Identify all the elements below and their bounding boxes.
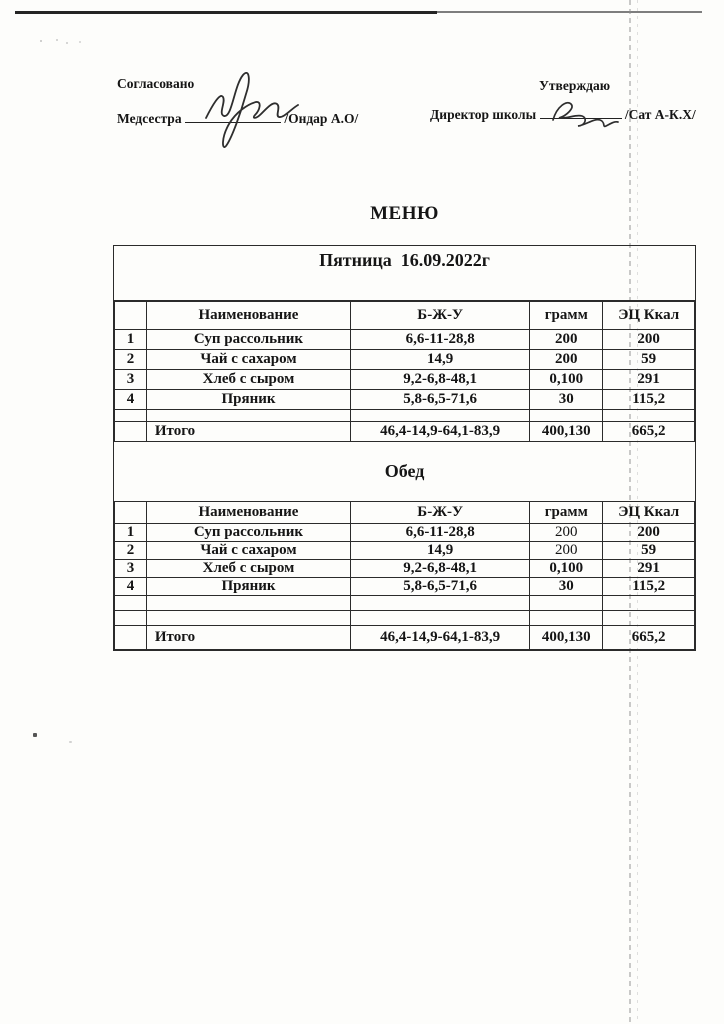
table-row xyxy=(115,390,695,410)
total-gram: 400,130 xyxy=(530,626,603,650)
dish-bju: 6,6-11-28,8 xyxy=(351,524,530,542)
dish-gram: 200 xyxy=(530,524,603,542)
row-number: 4 xyxy=(115,390,147,410)
column-header-gram: грамм xyxy=(530,502,603,524)
dish-gram: 200 xyxy=(530,542,603,560)
empty-cell xyxy=(146,410,350,422)
table-header-row xyxy=(115,502,695,524)
dish-kcal: 200 xyxy=(603,330,695,350)
dish-gram: 0,100 xyxy=(530,560,603,578)
table-row xyxy=(115,560,695,578)
empty-cell xyxy=(530,596,603,611)
column-header-name: Наименование xyxy=(146,502,350,524)
director-signature-row xyxy=(430,106,696,123)
dish-name: Хлеб с сыром xyxy=(146,560,350,578)
empty-header-cell xyxy=(115,302,147,330)
scan-speck-artifact xyxy=(33,733,37,737)
empty-cell xyxy=(146,611,350,626)
total-kcal: 665,2 xyxy=(603,422,695,442)
director-signature-line xyxy=(540,106,622,119)
scan-speck-artifact xyxy=(56,39,58,41)
day-title: Пятница 16.09.2022г xyxy=(114,246,695,301)
director-role-label: Директор школы xyxy=(430,107,537,122)
scan-line-artifact xyxy=(437,11,702,13)
dish-name: Чай с сахаром xyxy=(146,350,350,370)
dish-name: Суп рассольник xyxy=(146,330,350,350)
page-title: МЕНЮ xyxy=(370,203,439,224)
row-number: 3 xyxy=(115,560,147,578)
empty-row xyxy=(115,410,695,422)
dish-kcal: 200 xyxy=(603,524,695,542)
empty-cell xyxy=(603,611,695,626)
table-row xyxy=(115,370,695,390)
nurse-signature-line xyxy=(185,110,281,123)
dish-kcal: 59 xyxy=(603,350,695,370)
column-header-kcal: ЭЦ Ккал xyxy=(603,502,695,524)
dish-bju: 6,6-11-28,8 xyxy=(351,330,530,350)
dish-kcal: 291 xyxy=(603,560,695,578)
dish-bju: 14,9 xyxy=(351,542,530,560)
row-number: 1 xyxy=(115,330,147,350)
column-header-name: Наименование xyxy=(146,302,350,330)
dish-bju: 5,8-6,5-71,6 xyxy=(351,578,530,596)
dish-kcal: 115,2 xyxy=(603,390,695,410)
dish-name: Пряник xyxy=(146,390,350,410)
dish-gram: 200 xyxy=(530,350,603,370)
table-row xyxy=(115,330,695,350)
empty-cell xyxy=(603,410,695,422)
row-number: 2 xyxy=(115,350,147,370)
empty-cell xyxy=(115,626,147,650)
row-number: 3 xyxy=(115,370,147,390)
director-name-label: /Сат А-К.Х/ xyxy=(624,107,696,122)
approval-right-block xyxy=(430,106,696,123)
empty-cell xyxy=(530,611,603,626)
nurse-name-label: /Ондар А.О/ xyxy=(284,111,359,126)
table-row xyxy=(115,542,695,560)
nurse-role-label: Медсестра xyxy=(117,111,182,126)
empty-cell xyxy=(115,422,147,442)
total-bju: 46,4-14,9-64,1-83,9 xyxy=(351,422,530,442)
approval-left-block xyxy=(117,76,358,127)
lunch-table xyxy=(114,501,695,650)
empty-cell xyxy=(351,611,530,626)
approved-label-wrap xyxy=(539,78,610,94)
table-header-row xyxy=(115,302,695,330)
approved-label: Утверждаю xyxy=(539,78,611,93)
dish-kcal: 59 xyxy=(603,542,695,560)
scan-speck-artifact xyxy=(69,741,72,743)
total-bju: 46,4-14,9-64,1-83,9 xyxy=(351,626,530,650)
total-label: Итого xyxy=(146,626,350,650)
row-number: 1 xyxy=(115,524,147,542)
table-row xyxy=(115,524,695,542)
column-header-kcal: ЭЦ Ккал xyxy=(603,302,695,330)
empty-row xyxy=(115,611,695,626)
empty-cell xyxy=(146,596,350,611)
nurse-signature-row xyxy=(117,110,358,127)
dish-name: Пряник xyxy=(146,578,350,596)
total-kcal: 665,2 xyxy=(603,626,695,650)
scan-speck-artifact xyxy=(79,41,81,43)
scan-speck-artifact xyxy=(40,40,42,42)
empty-cell xyxy=(115,410,147,422)
breakfast-table xyxy=(114,301,695,442)
empty-cell xyxy=(115,611,147,626)
scan-speck-artifact xyxy=(66,42,68,44)
dish-gram: 30 xyxy=(530,578,603,596)
dish-gram: 200 xyxy=(530,330,603,350)
column-header-gram: грамм xyxy=(530,302,603,330)
table-row xyxy=(115,350,695,370)
dish-bju: 14,9 xyxy=(351,350,530,370)
dish-bju: 9,2-6,8-48,1 xyxy=(351,560,530,578)
dish-name: Суп рассольник xyxy=(146,524,350,542)
agreed-label: Согласовано xyxy=(117,76,195,91)
dish-name: Хлеб с сыром xyxy=(146,370,350,390)
dish-gram: 30 xyxy=(530,390,603,410)
total-row xyxy=(115,422,695,442)
dish-kcal: 291 xyxy=(603,370,695,390)
total-label: Итого xyxy=(146,422,350,442)
empty-cell xyxy=(351,596,530,611)
dish-name: Чай с сахаром xyxy=(146,542,350,560)
total-row xyxy=(115,626,695,650)
empty-cell xyxy=(530,410,603,422)
empty-header-cell xyxy=(115,502,147,524)
empty-cell xyxy=(603,596,695,611)
dish-bju: 5,8-6,5-71,6 xyxy=(351,390,530,410)
dish-bju: 9,2-6,8-48,1 xyxy=(351,370,530,390)
column-header-bju: Б-Ж-У xyxy=(351,302,530,330)
dish-kcal: 115,2 xyxy=(603,578,695,596)
table-row xyxy=(115,578,695,596)
row-number: 4 xyxy=(115,578,147,596)
empty-cell xyxy=(115,596,147,611)
empty-cell xyxy=(351,410,530,422)
row-number: 2 xyxy=(115,542,147,560)
column-header-bju: Б-Ж-У xyxy=(351,502,530,524)
total-gram: 400,130 xyxy=(530,422,603,442)
dish-gram: 0,100 xyxy=(530,370,603,390)
lunch-title: Обед xyxy=(384,461,425,481)
menu-table-frame xyxy=(113,245,696,651)
empty-row xyxy=(115,596,695,611)
scan-line-artifact xyxy=(15,11,437,14)
